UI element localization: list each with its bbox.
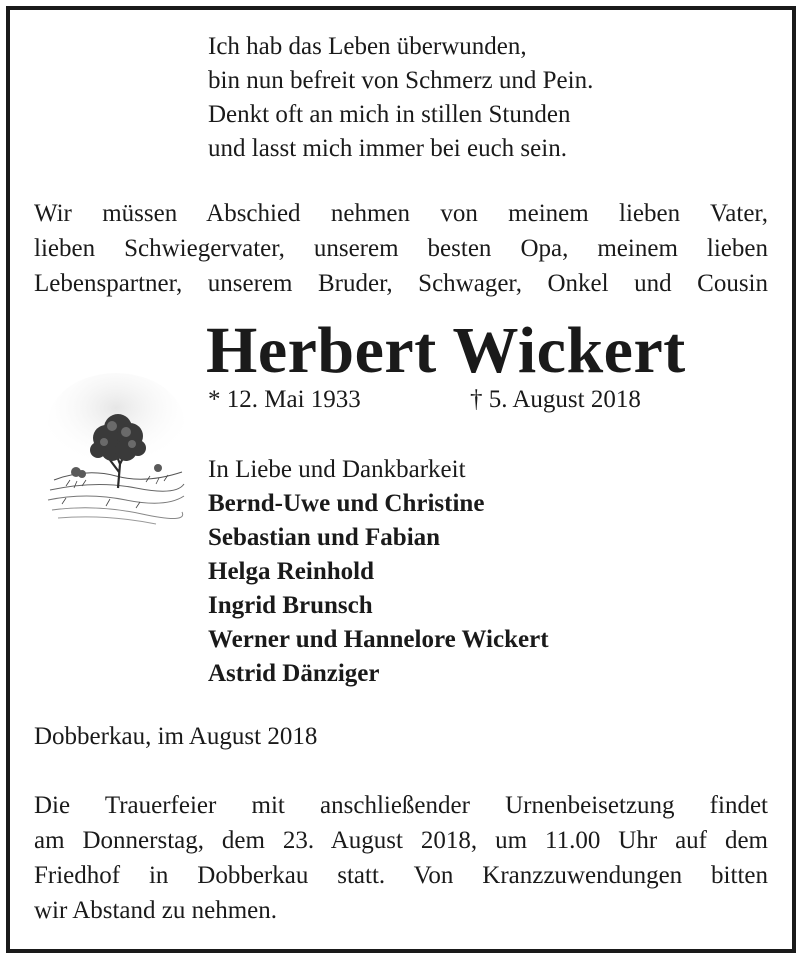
deceased-name: Herbert Wickert xyxy=(206,314,686,387)
mourners-heading: In Liebe und Dankbarkeit xyxy=(208,456,466,483)
poem-line: bin nun befreit von Schmerz und Pein. xyxy=(208,67,594,94)
mourner-name: Bernd-Uwe und Christine xyxy=(208,490,485,517)
funeral-info xyxy=(34,788,768,928)
poem xyxy=(208,30,593,166)
poem-line: und lasst mich immer bei euch sein. xyxy=(208,135,567,162)
mourner-name: Astrid Dänziger xyxy=(208,660,380,687)
place-date: Dobberkau, im August 2018 xyxy=(34,723,318,750)
poem-line: Ich hab das Leben überwunden, xyxy=(208,33,527,60)
mourner-name: Ingrid Brunsch xyxy=(208,592,373,619)
mourner-name: Sebastian und Fabian xyxy=(208,524,441,551)
intro-line: Lebenspartner, unserem Bruder, Schwager, Onkel und Cousin xyxy=(34,270,768,297)
tree-landscape-illustration xyxy=(46,368,186,528)
intro-text xyxy=(34,196,768,301)
funeral-line: am Donnerstag, dem 23. August 2018, um 11.00 Uhr auf dem xyxy=(34,827,768,854)
intro-line: lieben Schwiegervater, unserem besten Opa, meinem lieben xyxy=(34,235,768,262)
birth-date: * 12. Mai 1933 xyxy=(208,386,361,413)
funeral-line: Friedhof in Dobberkau statt. Von Kranzzuwendungen bitten xyxy=(34,862,768,889)
poem-line: Denkt oft an mich in stillen Stunden xyxy=(208,101,571,128)
mourner-name: Helga Reinhold xyxy=(208,558,374,585)
funeral-line: wir Abstand zu nehmen. xyxy=(34,897,278,924)
death-date: † 5. August 2018 xyxy=(470,386,641,413)
funeral-line: Die Trauerfeier mit anschließender Urnenbeisetzung findet xyxy=(34,792,768,819)
intro-line: Wir müssen Abschied nehmen von meinem lieben Vater, xyxy=(34,200,768,227)
mourner-name: Werner und Hannelore Wickert xyxy=(208,626,549,653)
mourners xyxy=(208,453,549,691)
